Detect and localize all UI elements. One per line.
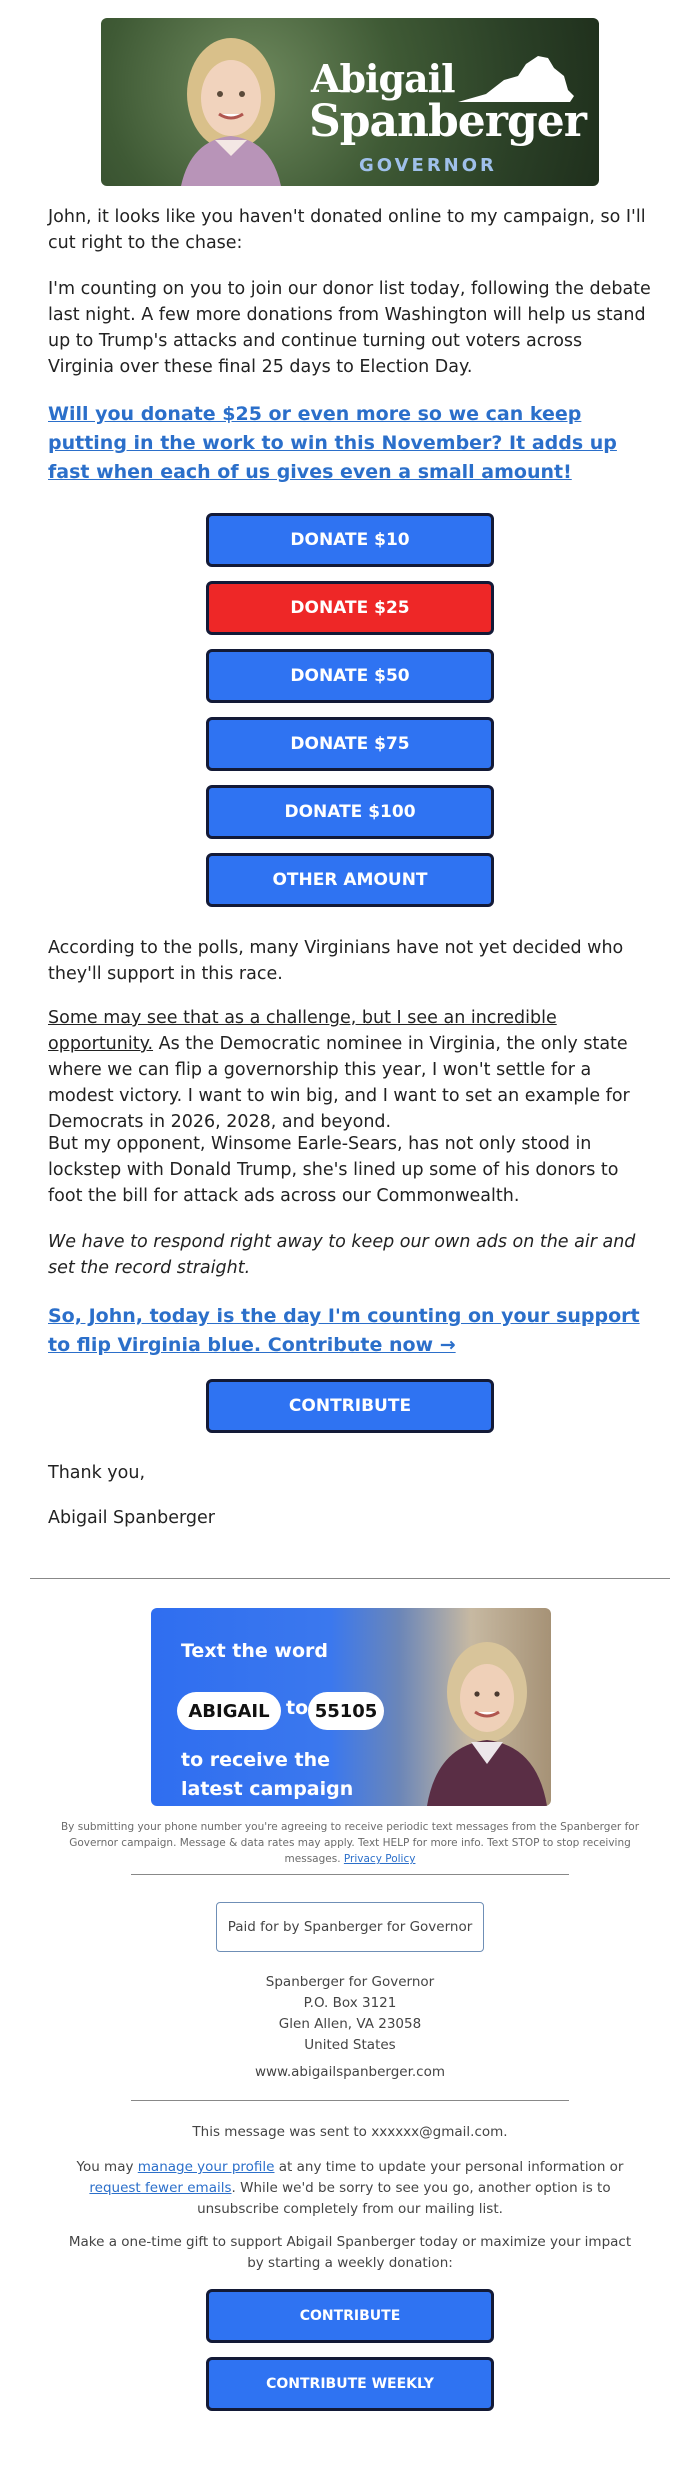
sms-number-pill: 55105	[308, 1692, 384, 1730]
manage-mid-text: at any time to update your personal information or	[274, 2159, 624, 2175]
manage-profile-link[interactable]: manage your profile	[137, 2159, 275, 2175]
footer-divider	[131, 1874, 569, 1875]
candidate-photo	[171, 32, 291, 186]
opportunity-paragraph	[48, 1005, 652, 1135]
address-line-4: United States	[304, 2037, 396, 2053]
donate-ask-link[interactable]: Will you donate $25 or even more so we can keep putting in the work to win this November? It adds up fast when each of us gives even a small amount!	[48, 403, 617, 483]
logo-first-name: Abigail	[311, 56, 455, 101]
manage-pre-text: You may	[76, 2159, 138, 2175]
footer-contribute-weekly-button[interactable]: CONTRIBUTE WEEKLY	[206, 2357, 494, 2411]
donate-50-button[interactable]: DONATE $50	[206, 649, 494, 703]
contribute-button[interactable]: CONTRIBUTE	[206, 1379, 494, 1433]
candidate-sms-photo	[419, 1630, 551, 1806]
donate-100-button[interactable]: DONATE $100	[206, 785, 494, 839]
opponent-paragraph: But my opponent, Winsome Earle-Sears, has not only stood in lockstep with Donald Trump, she's lined up some of his donors to foot the bill for attack ads across our Commonwealth.	[48, 1134, 619, 1206]
donate-75-button[interactable]: DONATE $75	[206, 717, 494, 771]
request-fewer-emails-link[interactable]: request fewer emails	[89, 2180, 232, 2196]
donate-other-amount-button[interactable]: OTHER AMOUNT	[206, 853, 494, 907]
manage-post-text: . While we'd be sorry to see you go, another option is to unsubscribe completely from our mailing list.	[197, 2180, 611, 2217]
footer-divider-2	[131, 2100, 569, 2101]
website-link[interactable]: www.abigailspanberger.com	[254, 2064, 446, 2080]
sms-to: to	[286, 1697, 309, 1719]
thank-you-text: Thank you,	[48, 1463, 146, 1483]
sms-disclaimer-text: By submitting your phone number you're agreeing to receive periodic text messages from the Spanberger for Governor campaign. Message & data rates may apply. Text HELP for more info. Text STOP to stop receiving messages.	[60, 1821, 640, 1865]
polls-paragraph: According to the polls, many Virginians have not yet decided who they'll support in this race.	[48, 938, 624, 984]
address-line-3: Glen Allen, VA 23058	[278, 2016, 422, 2032]
sms-line3: to receive the latest campaign	[181, 1749, 354, 1800]
paid-for-box: Paid for by Spanberger for Governor	[216, 1902, 484, 1952]
opportunity-underlined: Some may see that as a challenge, but I see an incredible opportunity.	[48, 1008, 557, 1054]
gift-text: Make a one-time gift to support Abigail Spanberger today or maximize your impact by starting a weekly donation:	[68, 2234, 632, 2271]
sms-keyword-pill: ABIGAIL	[177, 1692, 281, 1730]
donate-10-button[interactable]: DONATE $10	[206, 513, 494, 567]
logo-office: GOVERNOR	[359, 155, 497, 176]
address-line-1: Spanberger for Governor	[265, 1974, 435, 1990]
signature: Abigail Spanberger	[48, 1508, 215, 1528]
contribute-now-link[interactable]: So, John, today is the day I'm counting on your support to flip Virginia blue. Contribute now →	[48, 1305, 640, 1356]
privacy-policy-link[interactable]: Privacy Policy	[343, 1853, 416, 1865]
manage-preferences-text	[60, 2157, 640, 2220]
debate-paragraph: I'm counting on you to join our donor list today, following the debate last night. A few more donations from Washington will help us stand up to Trump's attacks and continue turning out voters across Virginia over these final 25 days to Election Day.	[48, 279, 651, 377]
sms-line1: Text the word	[181, 1640, 328, 1662]
respond-paragraph: We have to respond right away to keep our own ads on the air and set the record straight.	[48, 1232, 636, 1278]
intro-paragraph: John, it looks like you haven't donated online to my campaign, so I'll cut right to the chase:	[48, 207, 646, 253]
logo-last-name: Spanberger	[309, 96, 586, 147]
sms-signup-banner[interactable]	[151, 1608, 551, 1806]
mailing-address	[60, 1972, 640, 2056]
opportunity-rest: As the Democratic nominee in Virginia, the only state where we can flip a governorship this year, I won't settle for a modest victory. I want to win big, and I want to set an example for Democrats in 2026, 2028, and beyond.	[48, 1034, 630, 1132]
sms-disclaimer	[50, 1819, 650, 1867]
address-line-2: P.O. Box 3121	[303, 1995, 397, 2011]
section-divider	[30, 1578, 670, 1579]
sent-to-text: This message was sent to xxxxxx@gmail.com.	[192, 2124, 508, 2140]
header-banner[interactable]	[101, 18, 599, 186]
donate-25-button[interactable]: DONATE $25	[206, 581, 494, 635]
footer-contribute-button[interactable]: CONTRIBUTE	[206, 2289, 494, 2343]
